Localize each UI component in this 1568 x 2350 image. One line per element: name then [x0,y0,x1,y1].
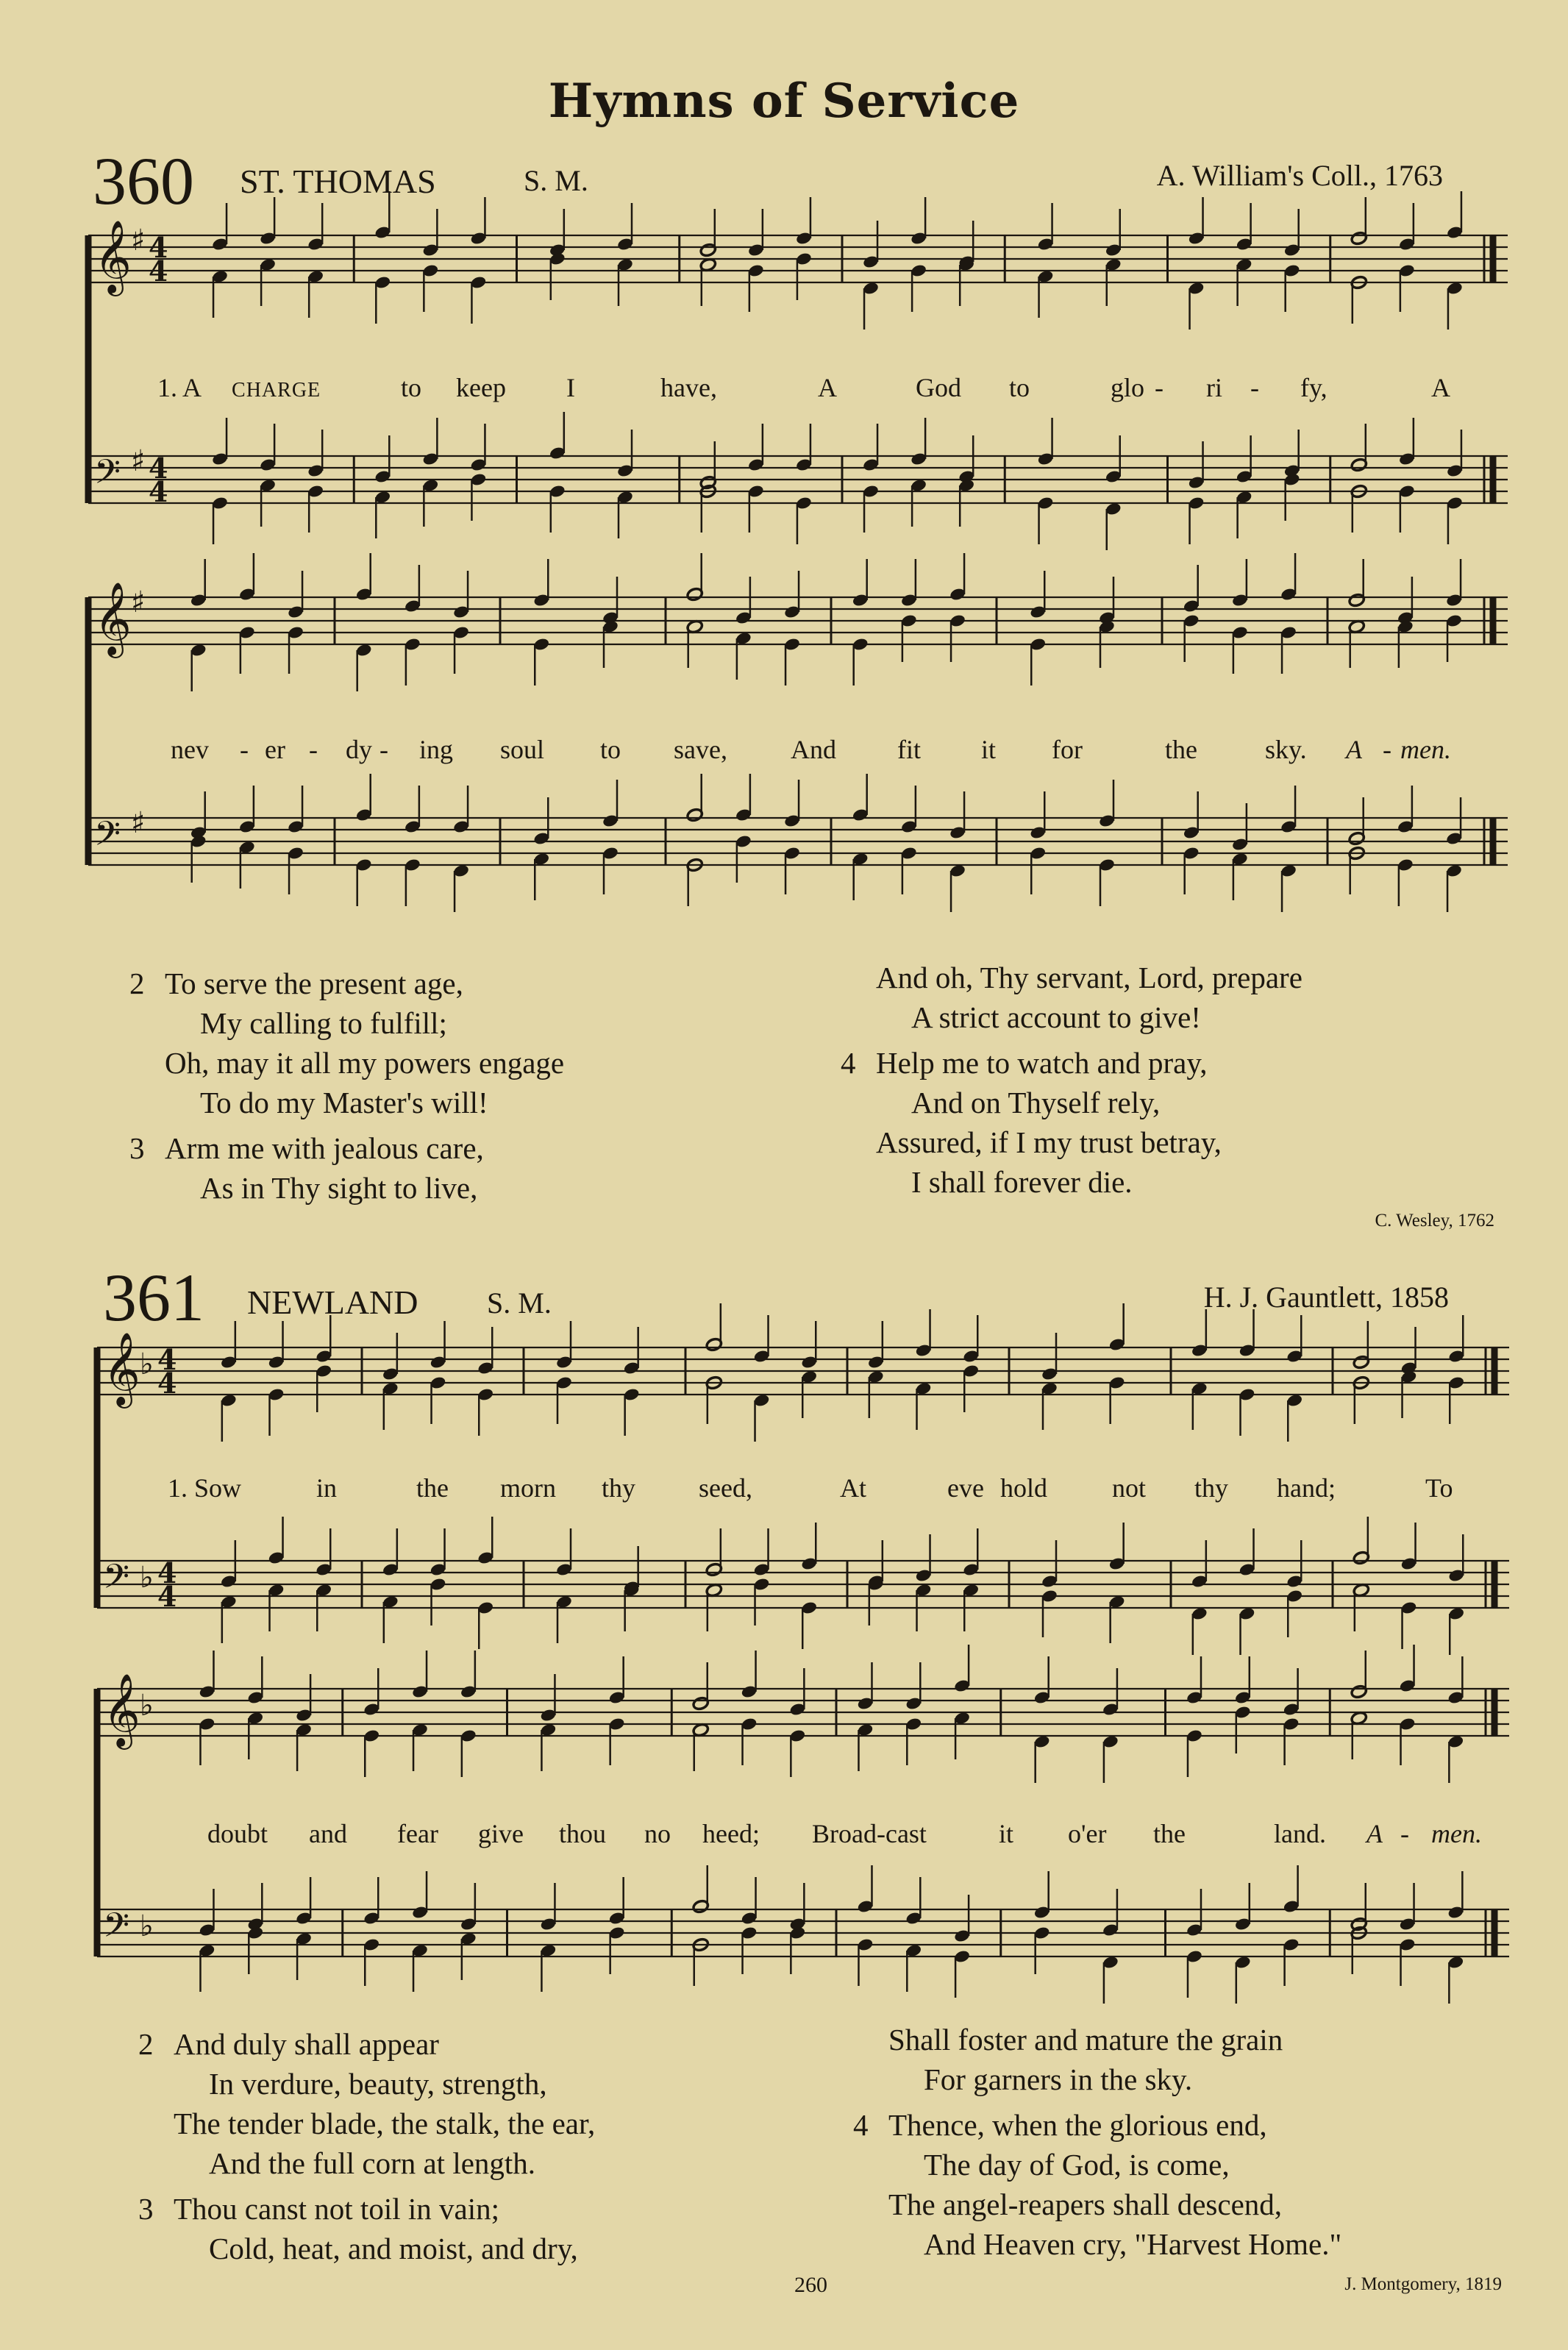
verse-line [841,1043,1302,1083]
tune-name: NEWLAND [247,1283,418,1321]
verse-text: And on Thyself rely, [911,1086,1161,1119]
bass-clef-icon: 𝄢 [94,452,121,500]
time-signature-top: 4 [149,452,168,485]
lyric-syllable: men. [1400,735,1451,764]
lyric-syllable: morn [500,1473,556,1503]
lyric-syllable: A [1431,373,1450,402]
lyric-syllable: not [1112,1473,1147,1503]
lyric-syllable: doubt [207,1819,268,1848]
lyric-syllable: keep [456,373,506,402]
verse-column-right [841,958,1302,1208]
verse-line [853,2145,1341,2185]
lyric-syllable: to [401,373,422,402]
sharp-icon: ♯ [131,806,146,840]
verse-number: 3 [129,1131,145,1165]
verse-line [129,1043,564,1083]
verse-block [129,964,564,1122]
lyric-syllable: - [1250,373,1259,402]
bass-staff [97,1517,1509,1655]
hymn-number: 360 [93,143,194,218]
verse-line [129,1083,564,1122]
lyric-syllable: hand; [1277,1473,1336,1503]
tune-name: ST. THOMAS [240,163,436,200]
lyric-syllable: to [1009,373,1030,402]
lyric-syllable: - [309,735,318,764]
lyric-syllable: to [600,735,621,764]
treble-clef-icon: 𝄞 [94,220,132,293]
lyric-syllable: sky. [1265,735,1307,764]
bass-staff [88,412,1508,550]
verse-column-left [129,964,564,1214]
verse-text: Help me to watch and pray, [876,1046,1208,1080]
lyric-syllable: 1. Sow [168,1473,242,1503]
lyric-syllable: land. [1274,1819,1326,1848]
verse-text: Cold, heat, and moist, and dry, [209,2232,578,2265]
verse-block [129,1128,564,1208]
verse-text: The tender blade, the stalk, the ear, [174,2107,596,2140]
verse-block [853,2020,1341,2099]
lyric-syllable: the [1153,1819,1186,1848]
treble-staff [97,1645,1509,1783]
lyric-syllable: - [1155,373,1163,402]
verse-text: Oh, may it all my powers engage [165,1046,565,1080]
lyric-syllable: A [1346,735,1362,764]
lyric-word: 1. A [157,373,201,402]
verse-block [841,958,1302,1037]
time-signature-bottom: 4 [157,1367,177,1400]
verse-text: And oh, Thy servant, Lord, prepare [876,961,1302,994]
verse-line [129,964,564,1003]
verse-text: I shall forever die. [911,1165,1133,1199]
verse-text: Assured, if I my trust betray, [876,1125,1222,1159]
lyric-syllable: it [999,1819,1014,1848]
lyric-syllable: have, [660,373,717,402]
lyric-syllable: glo [1111,373,1145,402]
verse-line [138,2189,595,2229]
lyric-syllable: - [379,735,388,764]
lyric-syllable: er [265,735,285,764]
verse-line [138,2064,595,2104]
verse-number: 2 [138,2027,154,2061]
lyric-syllable: ing [419,735,454,764]
lyric-syllable: - [1383,735,1391,764]
treble-clef-icon: 𝄞 [103,1673,140,1747]
meter: S. M. [487,1286,552,1320]
lyric-syllable: dy [346,735,372,764]
verse-line [853,2185,1341,2224]
time-signature-bottom: 4 [149,475,168,508]
lyric-syllable: To [1425,1473,1453,1503]
bass-clef-icon: 𝄢 [103,1557,130,1605]
page-number: 260 [794,2273,827,2297]
lyric-word-smallcaps: CHARGE [232,379,321,402]
page-title: Hymns of Service [548,74,1020,129]
bass-staff [97,1865,1509,2004]
meter: S. M. [524,164,588,197]
lyric-syllable: eve [947,1473,984,1503]
time-signature-bottom: 4 [149,254,168,288]
verse-number: 4 [841,1046,856,1080]
verse-line [129,1168,564,1208]
treble-clef-icon: 𝄞 [94,582,132,655]
verse-line [841,997,1302,1037]
lyric-syllable: thy [602,1473,636,1503]
treble-staff [88,191,1508,330]
verse-text: And duly shall appear [174,2027,439,2061]
verse-text: My calling to fulfill; [200,1006,447,1040]
lyric-syllable: - [1400,1819,1409,1848]
time-signature-top: 4 [149,231,168,264]
verse-text: As in Thy sight to live, [200,1171,478,1205]
verse-text: A strict account to give! [911,1000,1201,1034]
verse-line [841,1083,1302,1122]
lyric-syllable: hold [1000,1473,1048,1503]
verse-block [138,2024,595,2183]
verse-line [853,2020,1341,2059]
verse-line [853,2224,1341,2264]
flat-icon: ♭ [140,1347,154,1381]
treble-clef-icon: 𝄞 [103,1332,140,1406]
verse-text: The angel-reapers shall descend, [888,2187,1283,2221]
lyric-syllable: soul [500,735,545,764]
author-credit: C. Wesley, 1762 [1375,1211,1494,1231]
verse-line [853,2059,1341,2099]
bass-clef-icon: 𝄢 [94,814,121,862]
verse-text: Arm me with jealous care, [165,1131,484,1165]
lyric-syllable: - [240,735,249,764]
verse-line [853,2105,1341,2145]
verse-line [138,2024,595,2064]
sharp-icon: ♯ [131,224,146,257]
hymn-number: 361 [103,1260,204,1335]
verse-text: In verdure, beauty, strength, [209,2067,547,2101]
verse-number: 4 [853,2108,869,2142]
lyric-line [157,372,321,403]
verse-block [841,1043,1302,1202]
lyric-syllable: thy [1194,1473,1229,1503]
treble-staff [97,1303,1509,1442]
lyric-syllable: fy, [1300,373,1328,402]
time-signature-bottom: 4 [157,1580,177,1613]
composer-credit: A. William's Coll., 1763 [1156,159,1443,192]
lyric-syllable: A [1366,1819,1383,1848]
verse-text: And Heaven cry, "Harvest Home." [924,2227,1342,2261]
lyric-syllable: A [818,373,837,402]
lyric-syllable: and [309,1819,347,1848]
verse-line [841,958,1302,997]
composer-credit: H. J. Gauntlett, 1858 [1203,1281,1449,1314]
sharp-icon: ♯ [131,585,146,619]
verse-line [841,1122,1302,1162]
lyric-syllable: At [840,1473,866,1503]
lyric-syllable: nev [171,735,209,764]
lyric-syllable: no [644,1819,671,1848]
verse-text: Thence, when the glorious end, [888,2108,1267,2142]
time-signature-top: 4 [157,1343,177,1376]
verse-line [138,2229,595,2268]
lyric-syllable: the [416,1473,449,1503]
verse-line [129,1003,564,1043]
lyric-syllable: save, [674,735,727,764]
flat-icon: ♭ [140,1909,154,1943]
lyric-syllable: fit [897,735,921,764]
verse-line [841,1162,1302,1202]
lyric-syllable: God [916,373,961,402]
lyric-syllable: in [316,1473,338,1503]
verse-text: Thou canst not toil in vain; [174,2192,499,2226]
verse-number: 2 [129,966,145,1000]
verse-line [129,1128,564,1168]
lyric-syllable: the [1165,735,1197,764]
lyric-syllable: fear [397,1819,438,1848]
bass-staff [88,774,1508,912]
lyric-syllable: heed; [702,1819,760,1848]
lyric-syllable: ri [1206,373,1222,402]
time-signature-top: 4 [157,1556,177,1589]
sharp-icon: ♯ [131,444,146,478]
verse-block [138,2189,595,2268]
lyric-syllable: it [981,735,997,764]
flat-icon: ♭ [140,1561,154,1595]
author-credit: J. Montgomery, 1819 [1344,2274,1502,2294]
verse-text: To do my Master's will! [200,1086,488,1119]
verse-block [853,2105,1341,2264]
verse-column-right [853,2020,1341,2270]
verse-text: The day of God, is come, [924,2148,1230,2182]
verse-line [138,2104,595,2143]
lyric-syllable: thou [559,1819,607,1848]
lyric-syllable: Broad-cast [812,1819,927,1848]
bass-clef-icon: 𝄢 [103,1906,130,1954]
flat-icon: ♭ [140,1689,154,1723]
lyric-syllable: o'er [1068,1819,1107,1848]
lyric-syllable: men. [1431,1819,1482,1848]
verse-text: To serve the present age, [165,966,463,1000]
lyric-syllable: for [1052,735,1083,764]
verse-text: For garners in the sky. [924,2062,1193,2096]
verse-line [138,2143,595,2183]
lyric-syllable: seed, [699,1473,752,1503]
verse-text: And the full corn at length. [209,2146,536,2180]
treble-staff [88,553,1508,691]
lyric-syllable: I [566,373,575,402]
lyric-syllable: give [478,1819,524,1848]
verse-column-left [138,2024,595,2274]
lyric-syllable: And [791,735,836,764]
verse-text: Shall foster and mature the grain [888,2023,1283,2057]
verse-number: 3 [138,2192,154,2226]
